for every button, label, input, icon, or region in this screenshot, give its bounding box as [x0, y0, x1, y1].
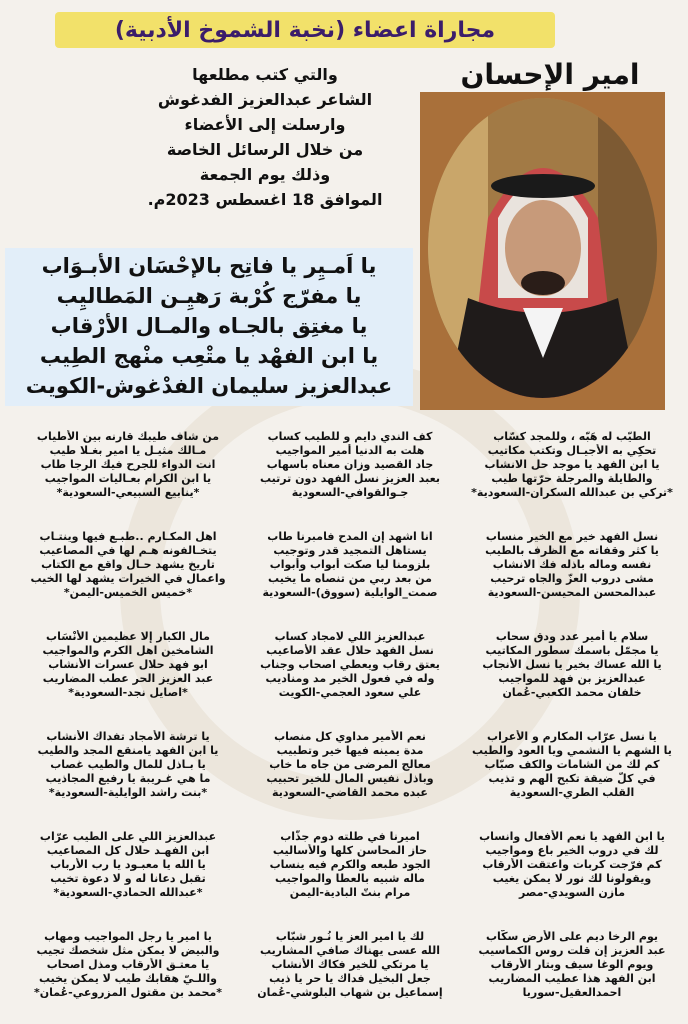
verse-line: مال الكبار إلا عظيمين الأنْسَاب: [46, 630, 210, 643]
verse-line: معالج المرضى من جاه ما خاب: [269, 758, 431, 771]
verse-entry: [18, 430, 238, 500]
verse-entry: [468, 530, 676, 600]
verse-line: بلزومنا ليا صكت أبواب وأبواب: [269, 558, 431, 571]
verse-line: نسل الفهد خير مع الخير منساب: [485, 530, 659, 543]
verse-line: عبدالعزيز اللي لامجاد كساب: [274, 630, 426, 643]
verse-entry: [18, 930, 238, 1000]
page-title: [55, 12, 555, 48]
verse-line: يا ابن الفهد يا نعم الأفعال وانساب: [479, 830, 665, 843]
verse-entry: [468, 730, 676, 800]
verse-line: يتخـالفونه هـم لها في المصاعيب: [39, 544, 217, 557]
portrait-illustration: [428, 98, 657, 398]
verse-line: بعبد العزيز نسل الفهد دون ترتيب: [260, 472, 440, 485]
verse-entry: [18, 830, 238, 900]
verse-line: كف الندي دايم و للطيب كساب: [267, 430, 433, 443]
poem-line: يا اَمـيِر يا فاتِح بالإحْسَان الأبـوَاب: [41, 254, 377, 278]
verse-entry: [243, 630, 457, 700]
verse-entry: [18, 630, 238, 700]
verse-line: عبد العزيز إن قلت روس الكماسيب: [478, 944, 666, 957]
poem-line: يا ابن الفهْد يا متْعِب منْهج الطِيب: [39, 344, 379, 368]
featured-poem: [5, 248, 413, 406]
portrait-frame: [420, 92, 665, 410]
page-title-text: مجاراة اعضاء (نخبة الشموخ الأدبية): [114, 17, 496, 43]
verse-line: يا ابن الفهد يامنقع المجد والطيب: [37, 744, 219, 757]
intro-line: الشاعر عبدالعزيز الفدغوش: [157, 90, 373, 109]
verse-line: يا معتـق الأرقاب ومذل اصحاب: [46, 958, 210, 971]
verse-line: لك في دروب الخير باع ومواجيب: [485, 844, 659, 857]
verse-line: مشى دروب العزّ والجاه ترحيب: [490, 572, 654, 585]
verse-author: احمدالعقيل-سوريا: [522, 986, 622, 999]
verse-line: نسل الفهد حلال عقد الأصاعيب: [266, 644, 434, 657]
verse-line: يا نسل عرّاب المكارم و الأعراب: [487, 730, 657, 743]
column-right: [468, 418, 676, 1018]
verse-entry: [468, 930, 676, 1000]
verse-line: يا ابن الكرام بعـاليات المواجيب: [44, 472, 212, 485]
verse-line: مـالك مثيـل يا امير بغـلا طيب: [49, 444, 207, 457]
verse-author: علي سعود العجمي-الكويت: [278, 686, 422, 699]
verse-line: يا ترشة الأمجاد تفداك الأنشاب: [46, 730, 210, 743]
verse-entry: [243, 730, 457, 800]
verse-author: عبدالمحسن المحيسن-السعودية: [487, 586, 657, 599]
verse-author: صمت_الوايلية (سووق)-السعودية: [262, 586, 438, 599]
verse-author: *عبدالله الحمادي-السعودية*: [53, 886, 203, 899]
verse-line: تحكِي به الأجيـال وتكتب مكاتيب: [487, 444, 657, 457]
verse-line: والطايلة والمرجلة حرّتها طيب: [491, 472, 653, 485]
verse-line: عبدالعزيز بن فهد للمواجيب: [498, 672, 646, 685]
verse-author: خلفان محمد الكعبي-عُمان: [502, 686, 642, 699]
verse-line: اميرنا في طلته دوم جذّاب: [280, 830, 420, 843]
intro-line: من خلال الرسائل الخاصة: [166, 140, 364, 159]
verse-line: واللـيّ هقابك طيب لا يمكن يخيب: [39, 972, 217, 985]
verse-author: *ينابيع السبيعي-السعودية*: [56, 486, 200, 499]
verse-line: في كلّ ضيقة تكبح الهم و تذيب: [488, 772, 656, 785]
verse-line: سلام يا أمير عدد ودق سحاب: [495, 630, 649, 643]
poem-line: يا مفرّج كُرْبة رَهيِـن المَطاليِب: [56, 284, 362, 308]
verse-line: ويقولونا لك نور لا يمكن يغيب: [492, 872, 652, 885]
column-left: [18, 418, 238, 1018]
verse-line: انا اشهد إن المدح فامبرنا طاب: [267, 530, 433, 543]
verse-author: *اصايل نجد-السعودية*: [68, 686, 188, 699]
verse-author: القلب الطري-السعودية: [509, 786, 635, 799]
verse-line: ما هي غـريبة يا رفيع المجاذيب: [45, 772, 211, 785]
verse-line: لك يا امير العز يا نُـور شبّاب: [275, 930, 425, 943]
verse-line: يا بـاذل للمال والطيب غصاب: [50, 758, 206, 771]
verse-line: من بعد ربي من تنصاه ما يخيب: [268, 572, 432, 585]
verse-author: *بنت راشد الوايلية-السعودية*: [48, 786, 208, 799]
verse-line: مدة يمينه فيها خير وتطبيب: [276, 744, 424, 757]
verse-line: نعم الأمير مداوي كل منصاب: [274, 730, 426, 743]
verse-line: يا مرتكي للخير فكاك الأنشاب: [271, 958, 429, 971]
verse-line: تقبل دعانا له و لا دعوة تخيب: [50, 872, 206, 885]
verse-line: الطيّب له هَبّه ، وللمجد كسّاب: [493, 430, 651, 443]
verse-line: الشامخين اهل الكرم والمواجيب: [42, 644, 214, 657]
portrait-photo: [428, 98, 657, 398]
verse-line: ابن الفهد هذا عطيب المضاريب: [488, 972, 656, 985]
verse-line: يعتق رقاب ويعطي اصحاب وجناب: [260, 658, 440, 671]
verse-line: يا مجمّل باسمك سطور المكاتيب: [485, 644, 659, 657]
verse-line: الله عسى يهناك صافي المشاريب: [259, 944, 441, 957]
verse-author: عبده محمد القاضي-السعودية: [272, 786, 428, 799]
intro-line: والتي كتب مطلعها: [192, 65, 338, 84]
verse-line: اهل المكـارم ..طبـع فيها وينتـاب: [39, 530, 217, 543]
verse-line: وله في فعول الخير مد ومناديب: [265, 672, 435, 685]
verse-line: ماله شبيه بالعطا والمواجيب: [275, 872, 425, 885]
verse-line: يا امير يا رجل المواجيب ومهاب: [44, 930, 212, 943]
verse-author: جـوالقوافي-السعودية: [291, 486, 409, 499]
verse-entry: [243, 430, 457, 500]
verse-line: يستاهل التمجيد قدر وتوجيب: [273, 544, 427, 557]
verse-line: يا كثر وقفاته مع الظرف بالطيب: [485, 544, 659, 557]
verse-author: مازن السويدي-مصر: [518, 886, 626, 899]
verse-entry: [243, 830, 457, 900]
verse-entry: [468, 630, 676, 700]
verse-line: واعمال في الخيرات يشهد لها الخيب: [30, 572, 226, 585]
verse-line: جعل البخيل فداك يا حر يا ذيب: [269, 972, 431, 985]
intro-line: وذلك يوم الجمعة: [199, 165, 331, 184]
prince-title-text: امير الإحسان: [460, 57, 640, 91]
verse-author: مرام بنتّ البادية-اليمن: [289, 886, 411, 899]
verse-line: الجود طبعه والكرم فيه ينساب: [269, 858, 431, 871]
verse-line: يا الله يا معبـود يا رب الأرباب: [50, 858, 206, 871]
verse-entry: [243, 930, 457, 1000]
intro-line: وارسلت إلى الأعضاء: [184, 115, 346, 134]
verse-author: *خميس الخميس-اليمن*: [63, 586, 193, 599]
verse-author: إسماعيل بن شهاب البلوشي-عُمان: [257, 986, 443, 999]
verse-line: نفسه وماله باذله فك الانشاب: [492, 558, 652, 571]
verse-entry: [18, 730, 238, 800]
verse-line: تاريخ يشهد حـال واقع مع الكتاب: [41, 558, 215, 571]
verse-line: ابو فهد حلال عسرات الأنشاب: [48, 658, 208, 671]
verse-line: كم فرّجت كربات واعتقت الأرقاب: [482, 858, 662, 871]
verse-line: والبيض لا يمكن مثل شخصك تجيب: [36, 944, 220, 957]
verse-line: يوم الرخا ديم على الأرض سكّاب: [485, 930, 659, 943]
verse-line: من شاف طيبك قارنه بين الأطياب: [36, 430, 220, 443]
verse-entry: [468, 830, 676, 900]
verse-line: كم لك من الشامات والكف صبّاب: [484, 758, 660, 771]
intro-line: الموافق 18 اغسطس 2023م.: [147, 190, 383, 209]
verse-line: عبدالعزيز اللي على الطيب عرّاب: [39, 830, 217, 843]
verse-entry: [468, 430, 676, 500]
verse-line: يا الشهم يا النشمي ويا العود والطيب: [472, 744, 672, 757]
poem-line: عبدالعزيز سليمان الفدْغوش-الكويت: [25, 374, 393, 398]
poem-line: يا مغتِق بالجـاه والمـال الأرْقاب: [50, 314, 368, 338]
verse-line: انت الدواء للجرح فيك الرجا طاب: [40, 458, 216, 471]
column-middle: [243, 418, 457, 1018]
verse-entry: [243, 530, 457, 600]
verse-line: حاز المحاسن كلها والأساليب: [272, 844, 428, 857]
verse-author: *تركي بن عبدالله السكران-السعودية*: [471, 486, 673, 499]
verse-line: جاد القصيد وزان معناه باسهاب: [266, 458, 434, 471]
intro-text: [110, 62, 420, 212]
verse-line: هلت به الدنيا أمير المواجيب: [275, 444, 425, 457]
verse-line: ابن الفهـد حلال كل المصاعيب: [46, 844, 210, 857]
verse-line: وباذل نفيس المال للخير تحبيب: [266, 772, 434, 785]
prince-title: [430, 54, 670, 94]
verse-author: *محمد بن مقتول المزروعي-عُمان*: [33, 986, 223, 999]
verse-line: عبد العزيز الحر عطب المضاريب: [42, 672, 214, 685]
verse-entry: [18, 530, 238, 600]
verse-line: يا ابن الفهد يا موجد حل الانشاب: [484, 458, 660, 471]
verse-line: ويوم الوغا سيف وبتار الأرقاب: [490, 958, 654, 971]
verse-line: يا الله عساك بخير يا نسل الأنجاب: [482, 658, 662, 671]
